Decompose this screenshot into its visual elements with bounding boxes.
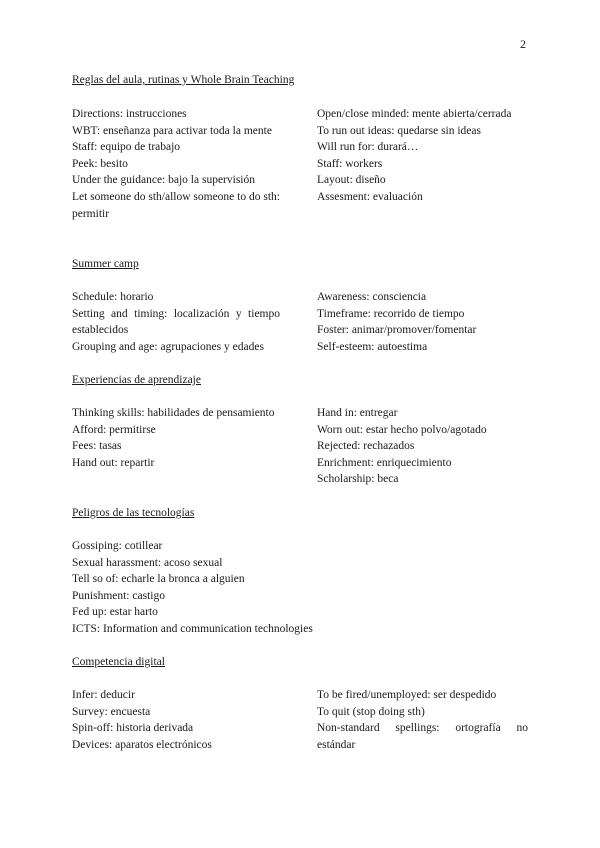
vocab-entry: Under the guidance: bajo la supervisión (72, 174, 255, 187)
section-heading-reglas: Reglas del aula, rutinas y Whole Brain Teaching (72, 74, 295, 86)
vocab-entry: Grouping and age: agrupaciones y edades (72, 340, 264, 353)
summer-camp-right-column (317, 289, 528, 355)
vocab-entry: Awareness: consciencia (317, 291, 427, 303)
vocab-entry: To run out ideas: quedarse sin ideas (317, 124, 481, 137)
vocab-entry: Survey: encuesta (72, 705, 151, 718)
vocab-entry: Punishment: castigo (72, 589, 165, 602)
vocab-entry: Fees: tasas (72, 440, 122, 453)
vocab-entry: Scholarship: beca (317, 473, 399, 486)
vocab-entry: Peek: besito (72, 157, 128, 170)
section-heading-competencia-digital: Competencia digital (72, 656, 165, 668)
vocab-entry: Schedule: horario (72, 291, 154, 303)
section-heading-peligros: Peligros de las tecnologías (72, 507, 195, 519)
vocab-entry: Will run for: durará… (317, 141, 419, 154)
vocab-entry: Thinking skills: habilidades de pensamiento (72, 407, 275, 419)
vocab-entry: Enrichment: enriquecimiento (317, 456, 452, 469)
vocab-entry: Timeframe: recorrido de tiempo (317, 307, 465, 320)
vocab-entry: Self-esteem: autoestima (317, 340, 428, 353)
vocab-entry: Infer: deducir (72, 689, 135, 701)
section-peligros-body (72, 538, 528, 638)
vocab-entry: To be fired/unemployed: ser despedido (317, 689, 497, 701)
vocab-entry: Non-standard spellings: ortografía no estándar (317, 722, 528, 751)
vocab-entry: Assesment: evaluación (317, 190, 423, 203)
vocab-entry: Tell so of: echarle la bronca a alguien (72, 573, 245, 586)
vocab-entry: Hand out: repartir (72, 456, 155, 469)
vocab-entry: Rejected: rechazados (317, 440, 415, 453)
section-heading-summer-camp: Summer camp (72, 258, 139, 270)
vocab-entry: ICTS: Information and communication technologies (72, 622, 313, 635)
vocab-entry: Devices: aparatos electrónicos (72, 738, 212, 751)
vocab-entry: Hand in: entregar (317, 407, 398, 419)
experiencias-right-column (317, 405, 528, 488)
reglas-right-column (317, 106, 528, 206)
page-number: 2 (520, 37, 526, 51)
vocab-entry: Let someone do sth/allow someone to do sth: permitir (72, 190, 280, 220)
vocab-entry: Gossiping: cotillear (72, 540, 163, 552)
experiencias-left-column (72, 405, 280, 471)
vocab-entry: WBT: enseñanza para activar toda la mente (72, 124, 272, 137)
vocab-entry: Fed up: estar harto (72, 606, 158, 619)
vocab-entry: Setting and timing: localización y tiempo establecidos (72, 307, 280, 337)
vocab-entry: Worn out: estar hecho polvo/agotado (317, 423, 487, 436)
vocab-entry: Layout: diseño (317, 174, 386, 187)
vocab-entry: Foster: animar/promover/fomentar (317, 324, 477, 337)
reglas-left-column (72, 106, 280, 222)
vocab-entry: Spin-off: historia derivada (72, 722, 194, 735)
vocab-entry: Afford: permitirse (72, 423, 156, 436)
section-heading-experiencias: Experiencias de aprendizaje (72, 374, 201, 386)
summer-camp-left-column (72, 289, 280, 355)
vocab-entry: Staff: workers (317, 157, 383, 170)
vocab-entry: Sexual harassment: acoso sexual (72, 556, 223, 569)
vocab-entry: Staff: equipo de trabajo (72, 141, 181, 154)
vocab-entry: Open/close minded: mente abierta/cerrada (317, 108, 512, 120)
competencia-left-column (72, 687, 280, 753)
competencia-right-column (317, 687, 528, 753)
vocab-entry: To quit (stop doing sth) (317, 705, 425, 718)
vocab-entry: Directions: instrucciones (72, 108, 187, 120)
